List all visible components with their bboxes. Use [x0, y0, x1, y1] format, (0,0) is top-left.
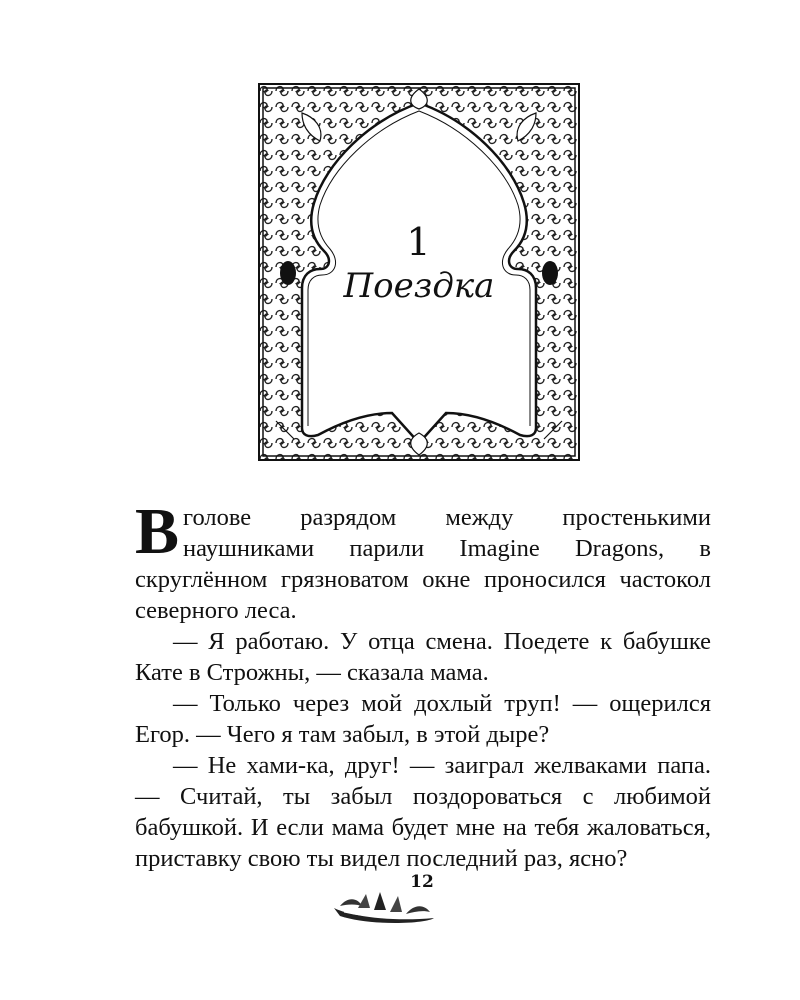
- paragraph-text: голове разрядом между простенькими наушниками парили Imagine Dragons, в скруглённом грязноватом окне проносился частокол северного леса.: [135, 504, 711, 624]
- paragraph: — Только через мой дохлый труп! — ощерился Егор. — Чего я там забыл, в этой дыре?: [135, 690, 711, 748]
- paragraph: [135, 495, 711, 626]
- chapter-title: Поездка: [343, 266, 495, 306]
- chapter-number: 1: [406, 220, 432, 264]
- chapter-body: [135, 495, 711, 874]
- page-number: 12: [410, 872, 434, 892]
- paragraph: — Не хами-ка, друг! — заиграл желваками папа. — Считай, ты забыл поздороваться с любимой бабушкой. И если мама будет мне на тебя жаловаться, приставку свою ты видел последний раз, ясно?: [135, 752, 711, 872]
- chapter-frame: [258, 83, 580, 461]
- paragraph: — Я работаю. У отца смена. Поедете к бабушке Кате в Строжны, — сказала мама.: [135, 628, 711, 686]
- drop-cap: В: [135, 495, 180, 568]
- leaf-ornament-icon: [330, 888, 440, 932]
